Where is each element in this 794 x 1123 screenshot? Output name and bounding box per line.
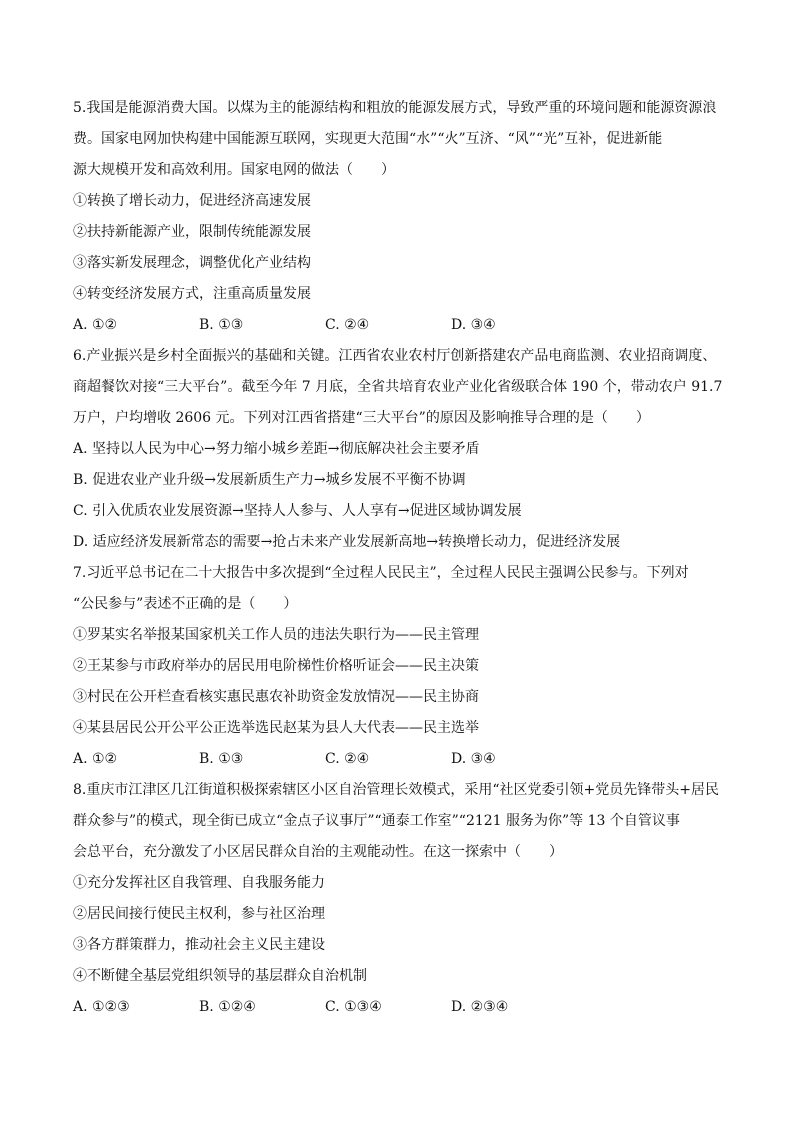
answer-option-b: B. ①③	[199, 751, 244, 767]
question-stem-line: 群众参与”的模式，现全街已成立“金点子议事厅”“通泰工作室”“2121 服务为你”等 13 个自管议事	[73, 813, 680, 829]
answer-option-c: C. 引入优质农业发展资源→坚持人人参与、人人享有→促进区域协调发展	[73, 503, 522, 519]
question-stem-line: “公民参与”表述不正确的是（ ）	[73, 596, 298, 612]
answer-option-c: C. ②④	[325, 751, 370, 767]
answer-option-d: D. ②③④	[451, 999, 509, 1015]
answer-option-b: B. ①③	[199, 317, 244, 333]
statement-item: ③落实新发展理念，调整优化产业结构	[73, 255, 311, 271]
statement-item: ④转变经济发展方式，注重高质量发展	[73, 286, 311, 302]
exam-page	[73, 98, 723, 1028]
statement-item: ②王某参与市政府举办的居民用电阶梯性价格听证会——民主决策	[73, 658, 479, 674]
question-stem-line: 5.我国是能源消费大国。以煤为主的能源结构和粗放的能源发展方式，导致严重的环境问题和能源资源浪	[73, 100, 717, 116]
statement-item: ③村民在公开栏查看核实惠民惠农补助资金发放情况——民主协商	[73, 689, 479, 705]
answer-option-c: C. ②④	[325, 317, 370, 333]
question-stem-line: 源大规模开发和高效利用。国家电网的做法（ ）	[73, 162, 395, 178]
answer-option-b: B. 促进农业产业升级→发展新质生产力→城乡发展不平衡不协调	[73, 472, 466, 488]
answer-option-d: D. ③④	[451, 751, 496, 767]
answer-option-a: A. ①②③	[73, 999, 130, 1015]
statement-item: ③各方群策群力，推动社会主义民主建设	[73, 937, 325, 953]
question-stem-line: 8.重庆市江津区几江街道积极探索辖区小区自治管理长效模式，采用“社区党委引领+党员先锋带头+居民	[73, 782, 719, 798]
answer-option-b: B. ①②④	[199, 999, 256, 1015]
answer-option-a: A. ①②	[73, 317, 118, 333]
question-stem-line: 会总平台，充分激发了小区居民群众自治的主观能动性。在这一探索中（ ）	[73, 844, 563, 860]
question-7	[73, 563, 723, 780]
question-stem-line: 费。国家电网加快构建中国能源互联网，实现更大范围“水”“火”互济、“风”“光”互补，促进新能	[73, 131, 663, 147]
statement-item: ②居民间接行使民主权利，参与社区治理	[73, 906, 325, 922]
question-stem-line: 6.产业振兴是乡村全面振兴的基础和关键。江西省农业农村厅创新搭建农产品电商监测、农业招商调度、	[73, 348, 717, 364]
question-stem-line: 7.习近平总书记在二十大报告中多次提到“全过程人民民主”，全过程人民民主强调公民参与。下列对	[73, 565, 689, 581]
statement-item: ④某县居民公开公平公正选举选民赵某为县人大代表——民主选举	[73, 720, 479, 736]
answer-options	[73, 997, 723, 1028]
statement-item: ②扶持新能源产业，限制传统能源发展	[73, 224, 311, 240]
answer-option-d: D. 适应经济发展新常态的需要→抢占未来产业发展新高地→转换增长动力，促进经济发展	[73, 534, 621, 550]
answer-options	[73, 315, 723, 346]
question-stem-line: 万户，户均增收 2606 元。下列对江西省搭建“三大平台”的原因及影响推导合理的是（ ）	[73, 410, 650, 426]
answer-option-a: A. ①②	[73, 751, 118, 767]
statement-item: ①充分发挥社区自我管理、自我服务能力	[73, 875, 325, 891]
statement-item: ④不断健全基层党组织领导的基层群众自治机制	[73, 968, 367, 984]
answer-option-c: C. ①③④	[325, 999, 382, 1015]
question-stem-line: 商超餐饮对接“三大平台”。截至今年 7 月底，全省共培育农业产业化省级联合体 190 个，带动农户 91.7	[73, 379, 723, 395]
statement-item: ①罗某实名举报某国家机关工作人员的违法失职行为——民主管理	[73, 627, 479, 643]
question-8	[73, 780, 723, 1028]
answer-option-d: D. ③④	[451, 317, 496, 333]
question-5	[73, 98, 723, 346]
statement-item: ①转换了增长动力，促进经济高速发展	[73, 193, 311, 209]
question-6	[73, 346, 723, 563]
answer-options	[73, 749, 723, 780]
answer-option-a: A. 坚持以人民为中心→努力缩小城乡差距→彻底解决社会主要矛盾	[73, 441, 480, 457]
